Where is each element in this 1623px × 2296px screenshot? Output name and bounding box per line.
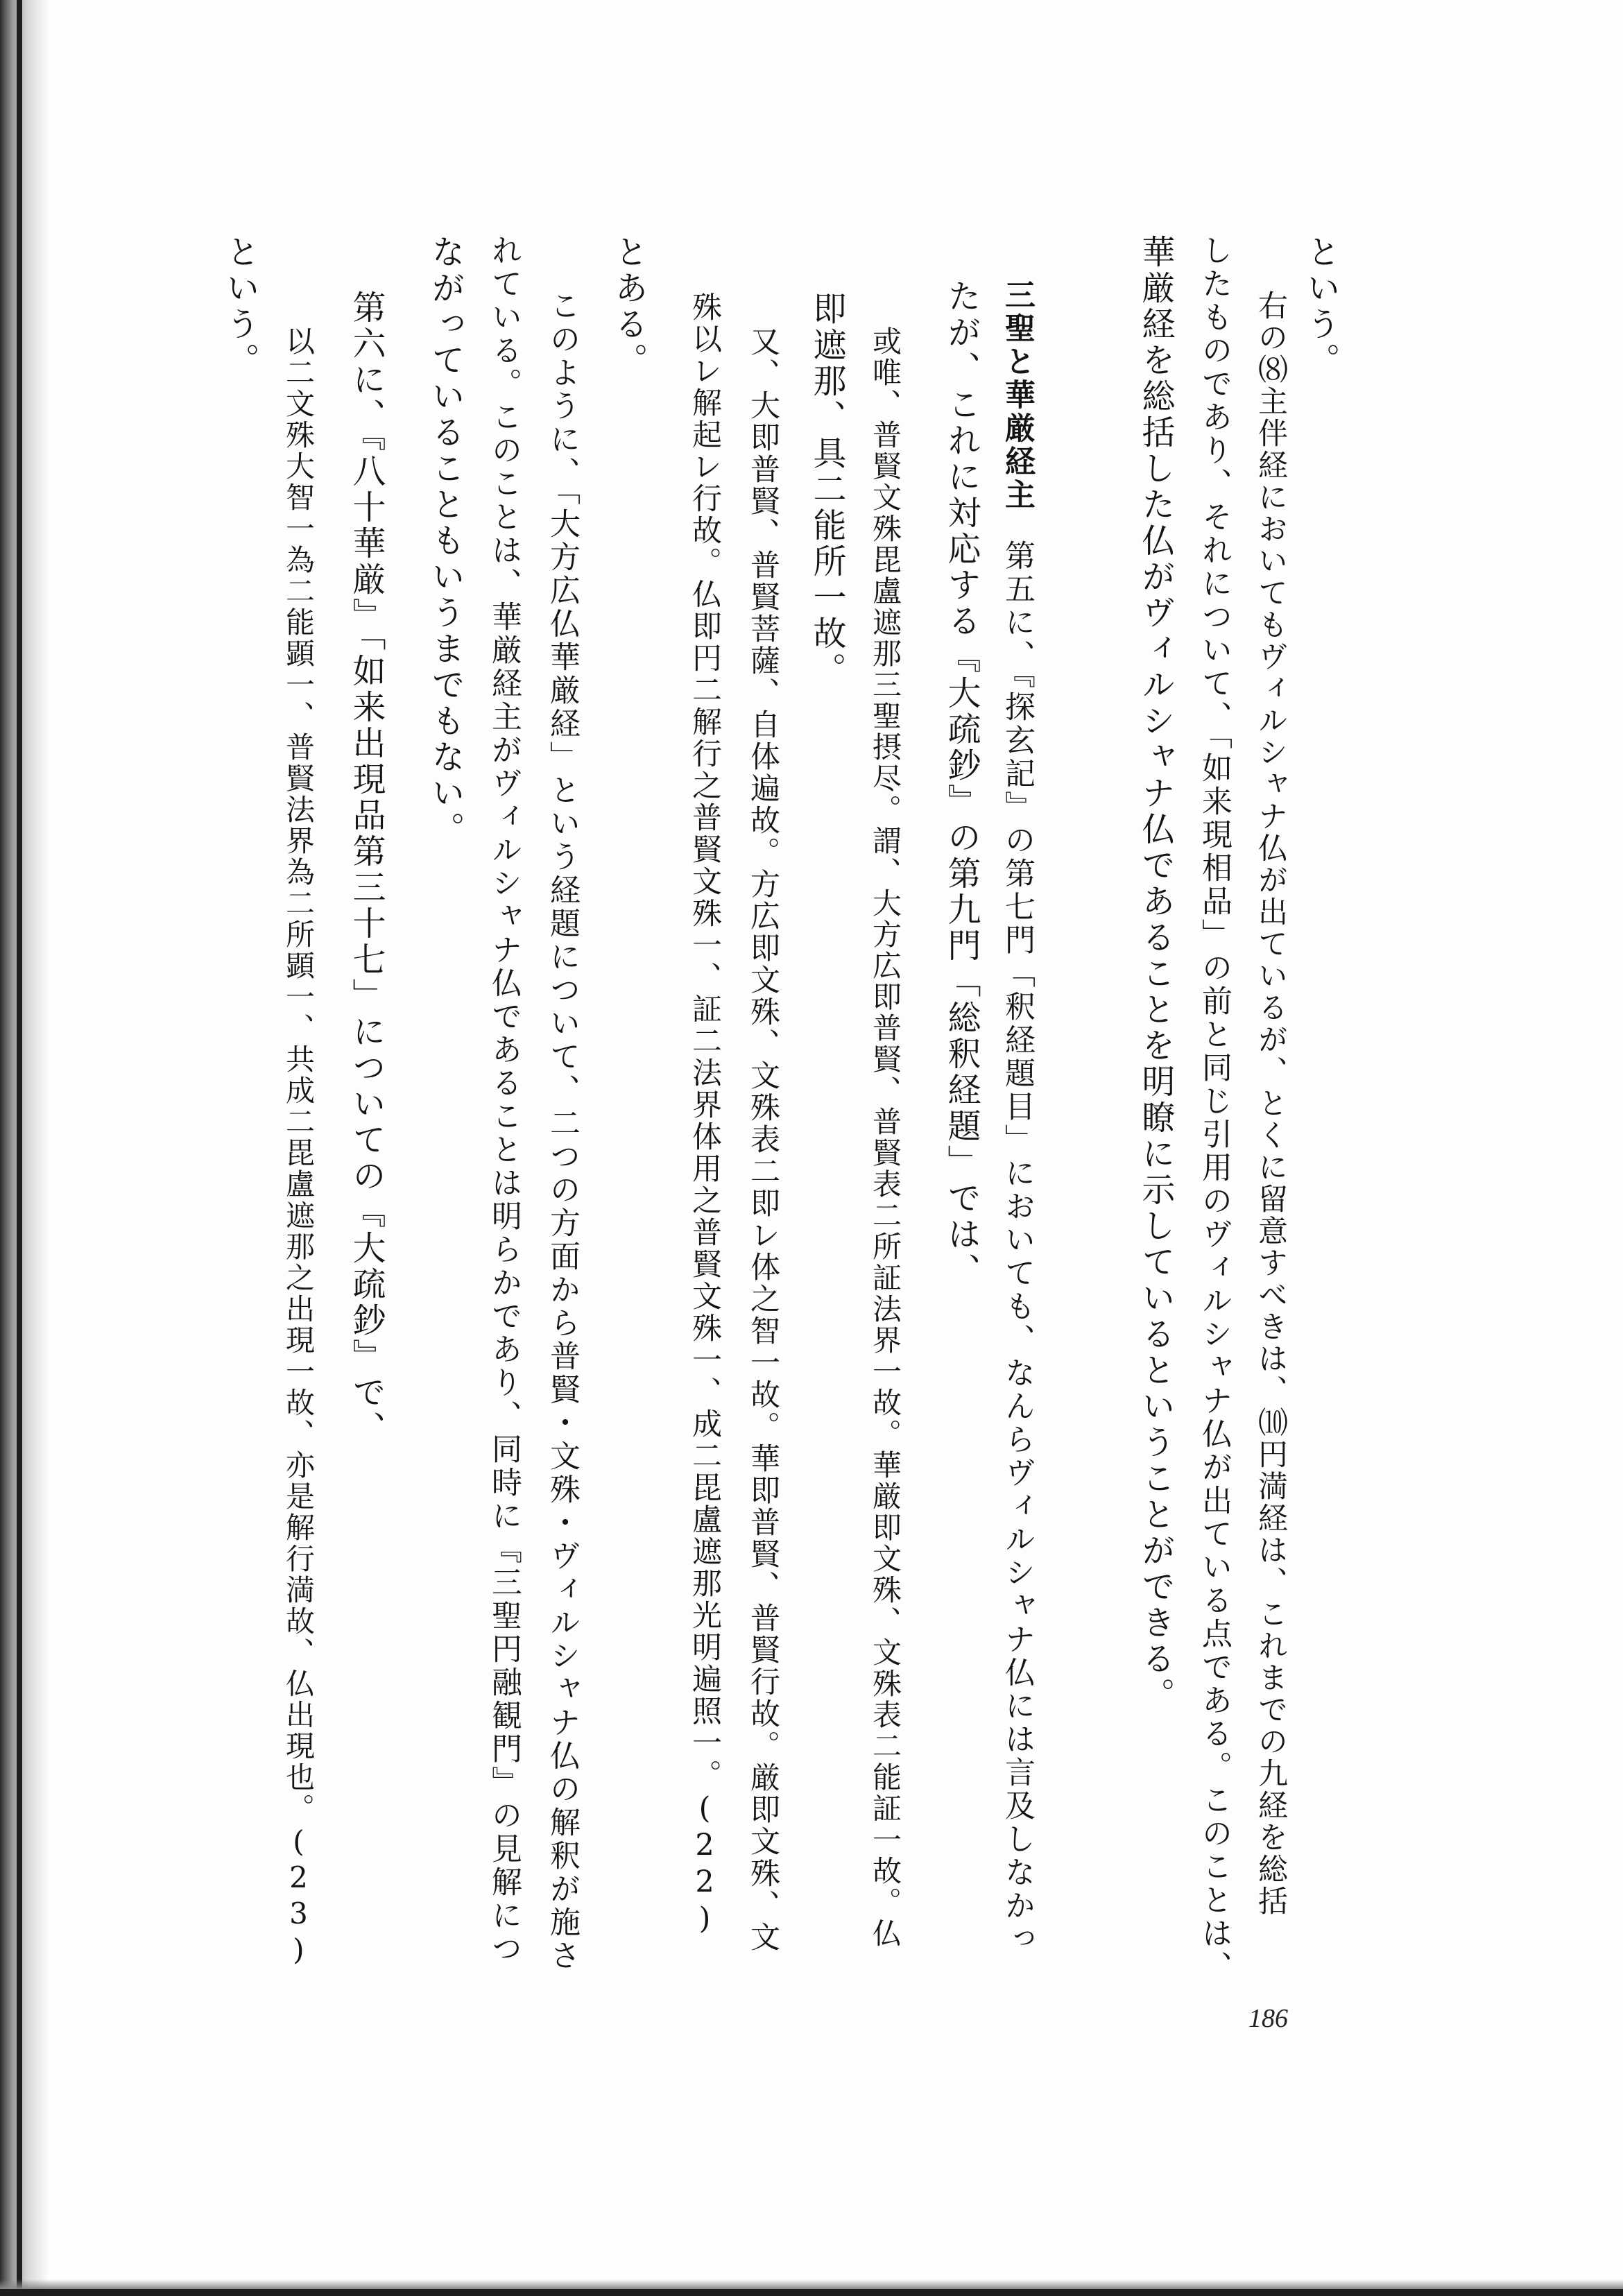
quote-column (809, 291, 845, 688)
text-column (1253, 290, 1289, 1917)
text-column (348, 290, 384, 1447)
column-text: たが、これに対応する『大疏鈔』の第九門「総釈経題」では、 (942, 279, 981, 1289)
text-column (1137, 234, 1174, 1713)
quote-column (745, 326, 781, 1953)
column-text: 華厳経を総括した仏がヴィルシャナ仏であることを明瞭に示しているということができる。 (1136, 234, 1175, 1713)
text-column (427, 234, 463, 848)
text-column (486, 234, 522, 1966)
quote-column (280, 326, 316, 1969)
text-column (544, 290, 580, 1973)
column-text: このように、「大方広仏華厳経」という経題について、二つの方面から普賢・文殊・ヴィルシャナ仏の解釈が施さ (544, 290, 580, 1973)
text-column (1303, 234, 1339, 379)
text-column (999, 279, 1035, 1956)
column-text: という。 (221, 234, 259, 379)
column-text: 殊以レ解起レ行故。仏即円二解行之普賢文殊一、証二法界体用之普賢文殊一、成二毘盧遮那光明遍照一。(22) (687, 291, 722, 1938)
binding-shadow (0, 0, 49, 2296)
text-column (610, 234, 646, 379)
binding-edge-line (17, 0, 22, 2296)
column-text: したものであり、それについて、「如来現相品」の前と同じ引用のヴィルシャナ仏が出ている点である。このことは、 (1196, 234, 1232, 1984)
text-column (943, 279, 979, 1289)
text-column (222, 234, 258, 379)
column-text: れている。このことは、華厳経主がヴィルシャナ仏であることは明らかであり、同時に『三聖円融観門』の見解につ (486, 234, 522, 1966)
column-text: 或唯、普賢文殊毘盧遮那三聖摂尽。謂、大方広即普賢、普賢表二所証法界一故。華厳即文殊、文殊表二能証一故。仏 (868, 326, 902, 1949)
bottom-edge-line (0, 2289, 1623, 2296)
column-text: 第五に、『探玄記』の第七門「釈経題目」においても、なんらヴィルシャナ仏には言及しなかっ (999, 540, 1035, 1956)
column-text: 以二文殊大智一為二能顕一、普賢法界為二所顕一、共成二毘盧遮那之出現一故、亦是解行満故、仏出現也。(23) (282, 326, 316, 1969)
section-heading: 三聖と華厳経主 (999, 279, 1035, 512)
text-column (1196, 234, 1232, 1984)
column-text: 又、大即普賢、普賢菩薩、自体遍故。方広即文殊、文殊表二即レ体之智一故。華即普賢、普賢行故。厳即文殊、文 (746, 326, 780, 1953)
quote-column (867, 326, 903, 1949)
quote-column (687, 291, 723, 1938)
column-text: 右の⑻主伴経においてもヴィルシャナ仏が出ているが、とくに留意すべきは、⑽円満経は、これまでの九経を総括 (1253, 290, 1288, 1917)
column-text: 第六に、『八十華厳』「如来出現品第三十七」についての『大疏鈔』で、 (347, 290, 386, 1447)
bottom-edge-shadow (0, 2279, 1623, 2289)
column-text: とある。 (609, 234, 648, 379)
column-text: 即遮那、具二能所一故。 (807, 291, 846, 688)
page-number: 186 (1248, 2004, 1288, 2033)
column-text: ながっていることもいうまでもない。 (426, 234, 465, 848)
column-text: という。 (1301, 234, 1340, 379)
